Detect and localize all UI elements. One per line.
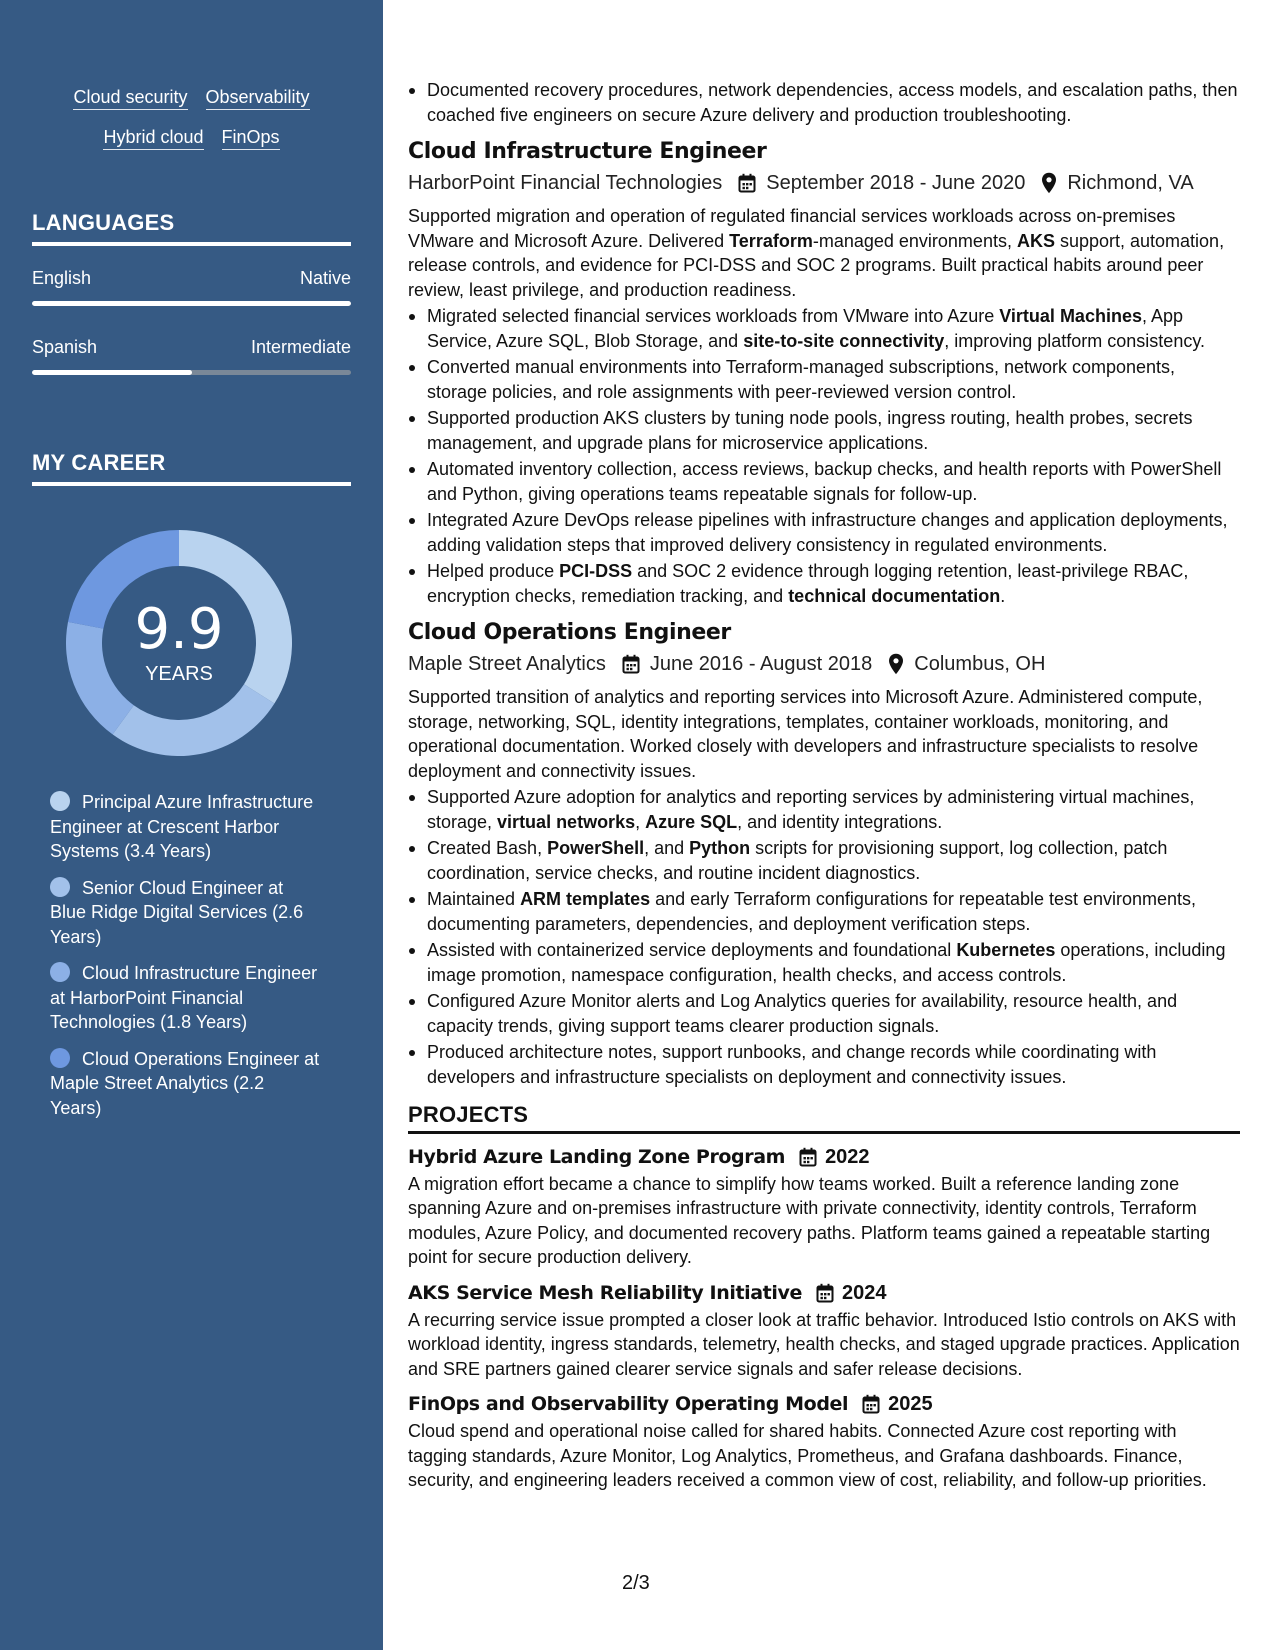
- career-item: [50, 961, 320, 1035]
- language-bar: [32, 301, 351, 306]
- project-title: Hybrid Azure Landing Zone Program: [408, 1145, 786, 1168]
- skill-tag[interactable]: FinOps: [222, 126, 280, 150]
- bullet-item: Configured Azure Monitor alerts and Log Analytics queries for availability, resource health, and capacity trends, giving support teams clearer production signals.: [408, 989, 1240, 1038]
- bullet-item: Assisted with containerized service deployments and foundational Kubernetes operations, including image promotion, namespace configuration, health checks, and access controls.: [408, 938, 1240, 987]
- skill-tag-row: [0, 86, 383, 110]
- career-heading: MY CAREER: [32, 450, 351, 486]
- legend-dot: [50, 791, 70, 811]
- career-item: [50, 790, 320, 864]
- job-entry: [408, 619, 1240, 1089]
- career-item-text: Cloud Infrastructure Engineer at HarborPoint Financial Technologies (1.8 Years): [50, 963, 318, 1032]
- skill-tag[interactable]: Observability: [206, 86, 310, 110]
- project-year: 2024: [841, 1281, 887, 1304]
- career-donut-chart: [66, 530, 292, 756]
- job-description: Supported transition of analytics and reporting services into Microsoft Azure. Administered compute, storage, networking, SQL, identity integrations, templates, container workloads, monitoring, and operational documentation. Worked closely with developers and infrastructure specialists to resolve deployment and connectivity issues.: [408, 687, 1203, 781]
- bullet-item: Automated inventory collection, access reviews, backup checks, and health reports with PowerShell and Python, giving operations teams repeatable signals for follow-up.: [408, 457, 1240, 506]
- language-name: English: [32, 268, 92, 288]
- bullet-list: [408, 304, 1240, 608]
- bullet-item: Created Bash, PowerShell, and Python scripts for provisioning support, log collection, patch coordination, service checks, and routine incident diagnostics.: [408, 836, 1240, 885]
- sidebar: [0, 0, 383, 1650]
- job-dates: June 2016 - August 2018: [649, 653, 873, 675]
- calendar-icon: [799, 1147, 817, 1167]
- page-number: 2/3: [622, 1572, 650, 1594]
- bullet-item: Supported production AKS clusters by tuning node pools, ingress routing, health probes, secrets management, and upgrade plans for microservice applications.: [408, 406, 1240, 455]
- bullet-item: Migrated selected financial services workloads from VMware into Azure Virtual Machines, App Service, Azure SQL, Blob Storage, and site-to-site connectivity, improving platform consistency.: [408, 304, 1240, 353]
- career-item-text: Principal Azure Infrastructure Engineer at Crescent Harbor Systems (3.4 Years): [50, 792, 314, 861]
- projects-list: [408, 1144, 1240, 1493]
- skill-tag[interactable]: Cloud security: [73, 86, 187, 110]
- project-entry: [408, 1280, 1240, 1382]
- job-location: Richmond, VA: [1067, 172, 1194, 194]
- career-item-text: Cloud Operations Engineer at Maple Street Analytics (2.2 Years): [50, 1048, 320, 1118]
- languages-heading: LANGUAGES: [32, 210, 351, 246]
- career-item: [50, 876, 320, 950]
- bullet-list: [408, 78, 1240, 127]
- bullet-item: Documented recovery procedures, network dependencies, access models, and escalation paths, then coached five engineers on secure Azure delivery and production troubleshooting.: [408, 78, 1240, 127]
- job-title: Cloud Operations Engineer: [408, 620, 731, 645]
- job-dates: September 2018 - June 2020: [766, 172, 1026, 194]
- job-meta: [408, 651, 1240, 677]
- experience-list: [408, 138, 1240, 1089]
- language-level: Intermediate: [250, 337, 351, 357]
- language-name: Spanish: [32, 337, 98, 357]
- project-year: 2022: [825, 1145, 870, 1168]
- legend-dot: [50, 1048, 70, 1068]
- job-entry: [408, 138, 1240, 608]
- project-title-row: [408, 1280, 1240, 1306]
- project-description: A migration effort became a chance to simplify how teams worked. Built a reference landing zone spanning Azure and on-premises infrastructure with private connectivity, identity controls, Terraform modules, Azure Policy, and documented recovery paths. Platform teams gained a repeatable starting point for secure production delivery.: [408, 1173, 1211, 1267]
- bullet-item: Supported Azure adoption for analytics and reporting services by administering virtual machines, storage, virtual networks, Azure SQL, and identity integrations.: [408, 785, 1240, 834]
- career-item-text: Senior Cloud Engineer at Blue Ridge Digital Services (2.6 Years): [50, 877, 304, 947]
- job-company: HarborPoint Financial Technologies: [408, 172, 723, 194]
- bullet-list: [408, 785, 1240, 1089]
- job-description: Supported migration and operation of regulated financial services workloads across on-premises VMware and Microsoft Azure. Delivered Terraform-managed environments, AKS support, automation, release controls, and evidence for PCI-DSS and SOC 2 programs. Built practical habits around peer review, least privilege, and production readiness.: [408, 206, 1225, 300]
- bullet-item: Helped produce PCI-DSS and SOC 2 evidence through logging retention, least-privilege RBAC, encryption checks, remediation tracking, and technical documentation.: [408, 559, 1240, 608]
- calendar-icon: [816, 1283, 834, 1303]
- calendar-icon: [738, 173, 756, 193]
- main-content: [408, 78, 1240, 1493]
- bullet-item: Integrated Azure DevOps release pipelines with infrastructure changes and application deployments, adding validation steps that improved delivery consistency in regulated environments.: [408, 508, 1240, 557]
- language-spanish: [32, 337, 351, 375]
- skill-tag-row: [0, 126, 383, 150]
- career-total: [66, 530, 292, 756]
- language-bar: [32, 370, 351, 375]
- bullet-item: Produced architecture notes, support runbooks, and change records while coordinating with developers and infrastructure specialists on deployment and connectivity issues.: [408, 1040, 1240, 1089]
- career-total-value: 9.9: [134, 596, 224, 662]
- project-description: A recurring service issue prompted a closer look at traffic behavior. Introduced Istio controls on AKS with workload identity, ingress standards, telemetry, health checks, and staged upgrade practices. Application and SRE partners gained clearer service signals and safer release decisions.: [408, 1309, 1240, 1379]
- project-title-row: [408, 1391, 1240, 1417]
- job-title: Cloud Infrastructure Engineer: [408, 139, 767, 164]
- job-location: Columbus, OH: [914, 653, 1046, 675]
- language-bar-fill: [32, 370, 192, 375]
- language-bar-fill: [32, 301, 351, 306]
- job-company: Maple Street Analytics: [408, 653, 606, 675]
- skill-tags: [0, 86, 383, 166]
- project-title: AKS Service Mesh Reliability Initiative: [408, 1281, 802, 1304]
- project-title-row: [408, 1144, 1240, 1170]
- projects-heading: PROJECTS: [408, 1103, 1240, 1134]
- project-entry: [408, 1391, 1240, 1493]
- career-total-unit: YEARS: [145, 662, 213, 685]
- project-entry: [408, 1144, 1240, 1270]
- bullet-item: Maintained ARM templates and early Terraform configurations for repeatable test environments, documenting parameters, dependencies, and deployment verification steps.: [408, 887, 1240, 936]
- calendar-icon: [622, 654, 640, 674]
- language-level: Native: [299, 268, 351, 288]
- calendar-icon: [862, 1394, 880, 1414]
- project-year: 2025: [888, 1393, 933, 1415]
- project-title: FinOps and Observability Operating Model: [408, 1393, 849, 1415]
- location-pin-icon: [888, 653, 904, 675]
- legend-dot: [50, 877, 70, 897]
- legend-dot: [50, 962, 70, 982]
- career-item: [50, 1047, 320, 1121]
- career-list: [50, 790, 320, 1132]
- language-english: [32, 268, 351, 306]
- project-description: Cloud spend and operational noise called for shared habits. Connected Azure cost reporting with tagging standards, Azure Monitor, Log Analytics, Prometheus, and Grafana dashboards. Finance, security, and engineering leaders received a common view of cost, reliability, and follow-up priorities.: [408, 1421, 1207, 1490]
- bullet-item: Converted manual environments into Terraform-managed subscriptions, network components, storage policies, and role assignments with peer-reviewed version control.: [408, 355, 1240, 404]
- skill-tag[interactable]: Hybrid cloud: [103, 126, 203, 150]
- job-meta: [408, 170, 1240, 196]
- location-pin-icon: [1041, 172, 1057, 194]
